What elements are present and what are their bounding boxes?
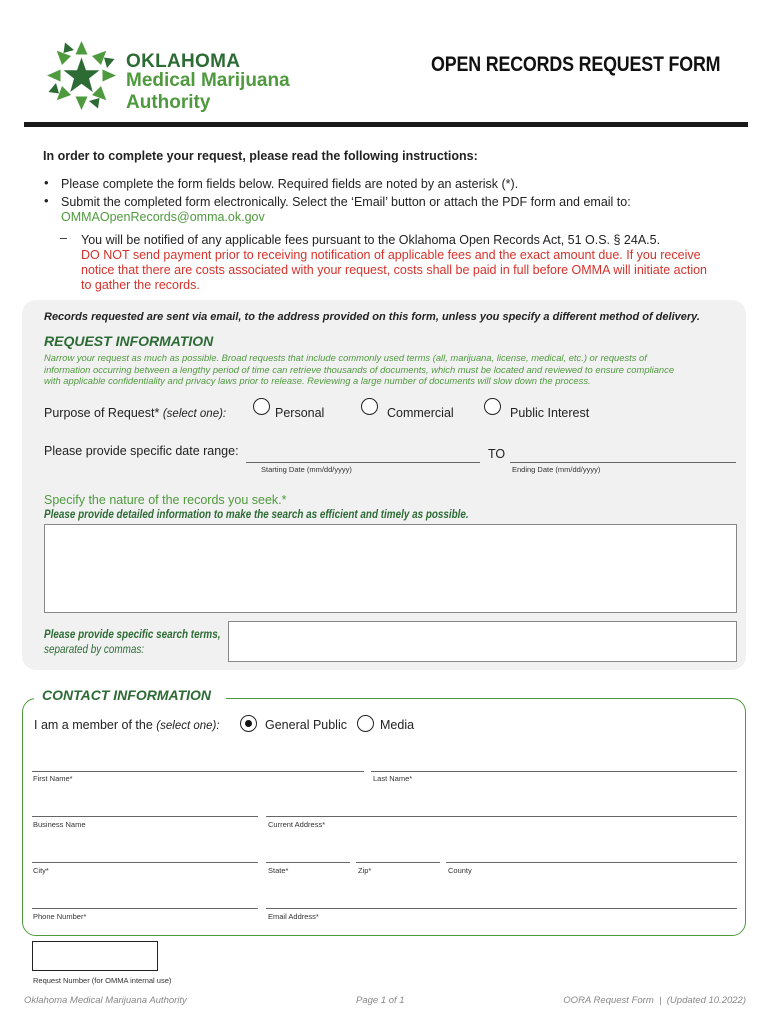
header-divider [24,122,748,127]
date-range-label: Please provide specific date range: [44,444,239,458]
fee-notice: You will be notified of any applicable fees pursuant to the Oklahoma Open Records Act, 51 O.S. § 24A.5. [81,233,661,247]
purpose-label [44,406,226,420]
omma-star-logo [44,38,119,113]
nature-sublabel: Please provide detailed information to make the search as efficient and timely as possible. [44,509,469,521]
member-general-public-label: General Public [265,718,347,732]
nature-label: Specify the nature of the records you seek.* [44,493,287,507]
last-name-field[interactable] [371,771,737,772]
footer-page-number: Page 1 of 1 [356,995,405,1006]
end-date-caption: Ending Date (mm/dd/yyyy) [512,465,601,474]
bullet-icon: • [44,193,49,208]
city-caption: City* [33,866,49,875]
state-caption: State* [268,866,289,875]
purpose-commercial-label: Commercial [387,406,454,420]
request-number-input[interactable] [32,941,158,971]
member-general-public-radio[interactable] [240,715,257,732]
business-name-caption: Business Name [33,820,86,829]
county-field[interactable] [446,862,737,863]
dash-icon: – [60,231,67,245]
purpose-public-interest-label: Public Interest [510,406,590,420]
business-name-field[interactable] [32,816,258,817]
request-desc-line1: Narrow your request as much as possible. Broad requests that include commonly used terms (all, marijuana, license, medical, etc.) or requests of [44,352,647,363]
start-date-caption: Starting Date (mm/dd/yyyy) [261,465,352,474]
purpose-hint: (select one): [162,408,227,420]
purpose-label-text: Purpose of Request* [44,406,160,420]
email-caption: Email Address* [268,912,319,921]
records-email-link[interactable]: OMMAOpenRecords@omma.ok.gov [61,210,265,224]
org-name-line1: OKLAHOMA [126,51,241,72]
member-label-text: I am a member of the [34,718,153,732]
search-terms-input[interactable] [228,621,737,662]
current-address-field[interactable] [266,816,737,817]
instructions-title: In order to complete your request, please read the following instructions: [43,149,478,163]
delivery-note: Records requested are sent via email, to the address provided on this form, unless you specify a different method of delivery. [44,311,700,323]
footer-form-version: OORA Request Form | (Updated 10.2022) [563,995,746,1006]
request-information-title: REQUEST INFORMATION [44,333,214,349]
search-terms-label-2: separated by commas: [44,644,145,656]
city-field[interactable] [32,862,258,863]
purpose-commercial-radio[interactable] [361,398,378,415]
purpose-personal-label: Personal [275,406,325,420]
instruction-bullet-2: Submit the completed form electronically. Select the ‘Email’ button or attach the PDF form and email to: [61,195,631,209]
bullet-icon: • [44,175,49,190]
date-to-label: TO [488,447,506,461]
start-date-field[interactable] [246,462,480,463]
member-media-label: Media [380,718,415,732]
zip-caption: Zip* [358,866,372,875]
zip-field[interactable] [356,862,440,863]
email-field[interactable] [266,908,737,909]
instruction-bullet-1: Please complete the form fields below. Required fields are noted by an asterisk (*). [61,177,519,191]
contact-information-box [22,698,746,936]
payment-warning-2: notice that there are costs associated with your request, costs shall be paid in full before OMMA will initiate action [81,263,708,277]
request-number-caption: Request Number (for OMMA internal use) [33,976,172,985]
member-hint: (select one): [156,720,220,732]
first-name-caption: First Name* [33,774,73,783]
end-date-field[interactable] [510,462,736,463]
member-label [34,718,220,732]
footer-org: Oklahoma Medical Marijuana Authority [24,995,187,1006]
county-caption: County [448,866,472,875]
request-desc-line3: with applicable confidentiality and privacy laws prior to release. Reviewing a large number of documents will slow down the process. [44,375,591,386]
state-field[interactable] [266,862,350,863]
request-description [44,352,738,387]
member-media-radio[interactable] [357,715,374,732]
phone-caption: Phone Number* [33,912,87,921]
phone-field[interactable] [32,908,258,909]
form-title: OPEN RECORDS REQUEST FORM [430,53,720,76]
current-address-caption: Current Address* [268,820,326,829]
first-name-field[interactable] [32,771,364,772]
org-name-line2: Medical Marijuana [126,70,290,91]
search-terms-label-1: Please provide specific search terms, [44,629,221,641]
org-name-line3: Authority [126,92,211,113]
payment-warning-3: to gather the records. [81,278,200,292]
records-nature-textarea[interactable] [44,524,737,613]
request-desc-line2: information occurring between a lengthy period of time can retrieve thousands of documents, which must be located and reviewed to ensure compliance [44,363,675,375]
last-name-caption: Last Name* [373,774,413,783]
purpose-public-interest-radio[interactable] [484,398,501,415]
purpose-personal-radio[interactable] [253,398,270,415]
payment-warning-1: DO NOT send payment prior to receiving notification of applicable fees and the exact amount due. If you receive [81,248,701,262]
contact-information-title: CONTACT INFORMATION [42,687,212,703]
